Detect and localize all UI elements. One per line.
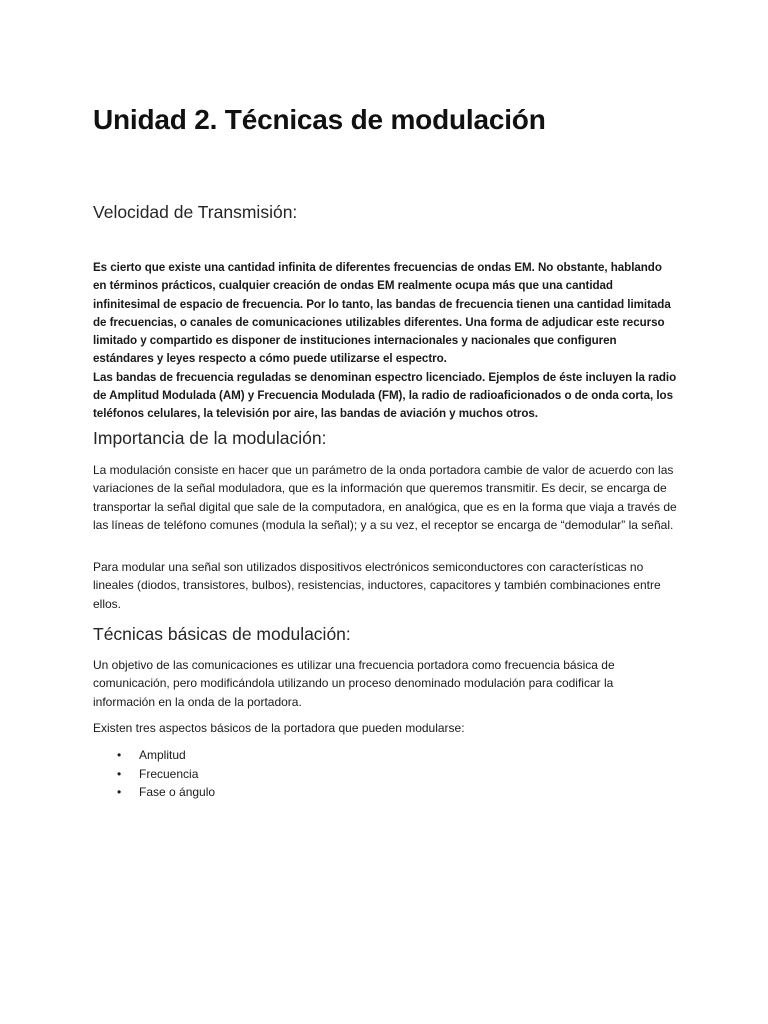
paragraph-definicion-modulacion: La modulación consiste en hacer que un parámetro de la onda portadora cambie de valor de acuerdo con las variaciones de la señal moduladora, que es la información que queremos transmitir. Es decir, se encarga de transportar la señal digital que sale de la computadora, en analógica, que es en la forma que viaja a través de las líneas de teléfono comunes (modula la señal); y a su vez, el receptor se encarga de “demodular” la señal. [93, 463, 677, 532]
bullet-list-aspectos [93, 746, 215, 802]
paragraph-text: Es cierto que existe una cantidad infinita de diferentes frecuencias de ondas EM. No obstante, hablando en términos prácticos, cualquier creación de ondas EM realmente ocupa más que una cantidad infinitesimal de espacio de frecuencia. Por lo tanto, las bandas de frecuencia tienen una cantidad limitada de frecuencias, o canales de comunicaciones utilizables diferentes. Una forma de adjudicar este recurso limitado y compartido es disponer de instituciones internacionales y nacionales que configuren estándares y leyes respecto a cómo puede utilizarse el espectro. [93, 261, 671, 366]
paragraph-objetivo-comunicaciones: Un objetivo de las comunicaciones es utilizar una frecuencia portadora como frecuencia básica de comunicación, pero modificándola utilizando un proceso denominado modulación para codificar la información en la onda de la portadora. [93, 658, 615, 709]
paragraph-aspectos-portadora: Existen tres aspectos básicos de la portadora que pueden modularse: [93, 721, 465, 735]
list-item [93, 746, 215, 765]
document-page [93, 0, 678, 1024]
paragraph-dispositivos-modulacion: Para modular una señal son utilizados dispositivos electrónicos semiconductores con características no lineales (diodos, transistores, bulbos), resistencias, inductores, capacitores y también combinaciones entre ellos. [93, 560, 661, 611]
heading-tecnicas-basicas: Técnicas básicas de modulación: [93, 624, 351, 644]
heading-importancia-modulacion: Importancia de la modulación: [93, 428, 327, 448]
bullet-icon: • [117, 785, 122, 800]
list-item [93, 765, 215, 784]
list-item [93, 783, 215, 802]
list-item-text: Frecuencia [139, 766, 199, 781]
document-title: Unidad 2. Técnicas de modulación [93, 104, 546, 135]
paragraph-espectro-frecuencias [93, 259, 677, 424]
list-item-text: Fase o ángulo [139, 785, 216, 800]
bullet-icon: • [117, 748, 122, 762]
list-item-text: Amplitud [139, 748, 186, 762]
paragraph-text: Las bandas de frecuencia reguladas se denominan espectro licenciado. Ejemplos de éste incluyen la radio de Amplitud Modulada (AM) y Frecuencia Modulada (FM), la radio de radioaficionados o de onda corta, los teléfonos celulares, la televisión por aire, las bandas de aviación y muchos otros. [93, 370, 677, 421]
bullet-icon: • [117, 766, 122, 781]
heading-velocidad-transmision: Velocidad de Transmisión: [93, 202, 298, 222]
